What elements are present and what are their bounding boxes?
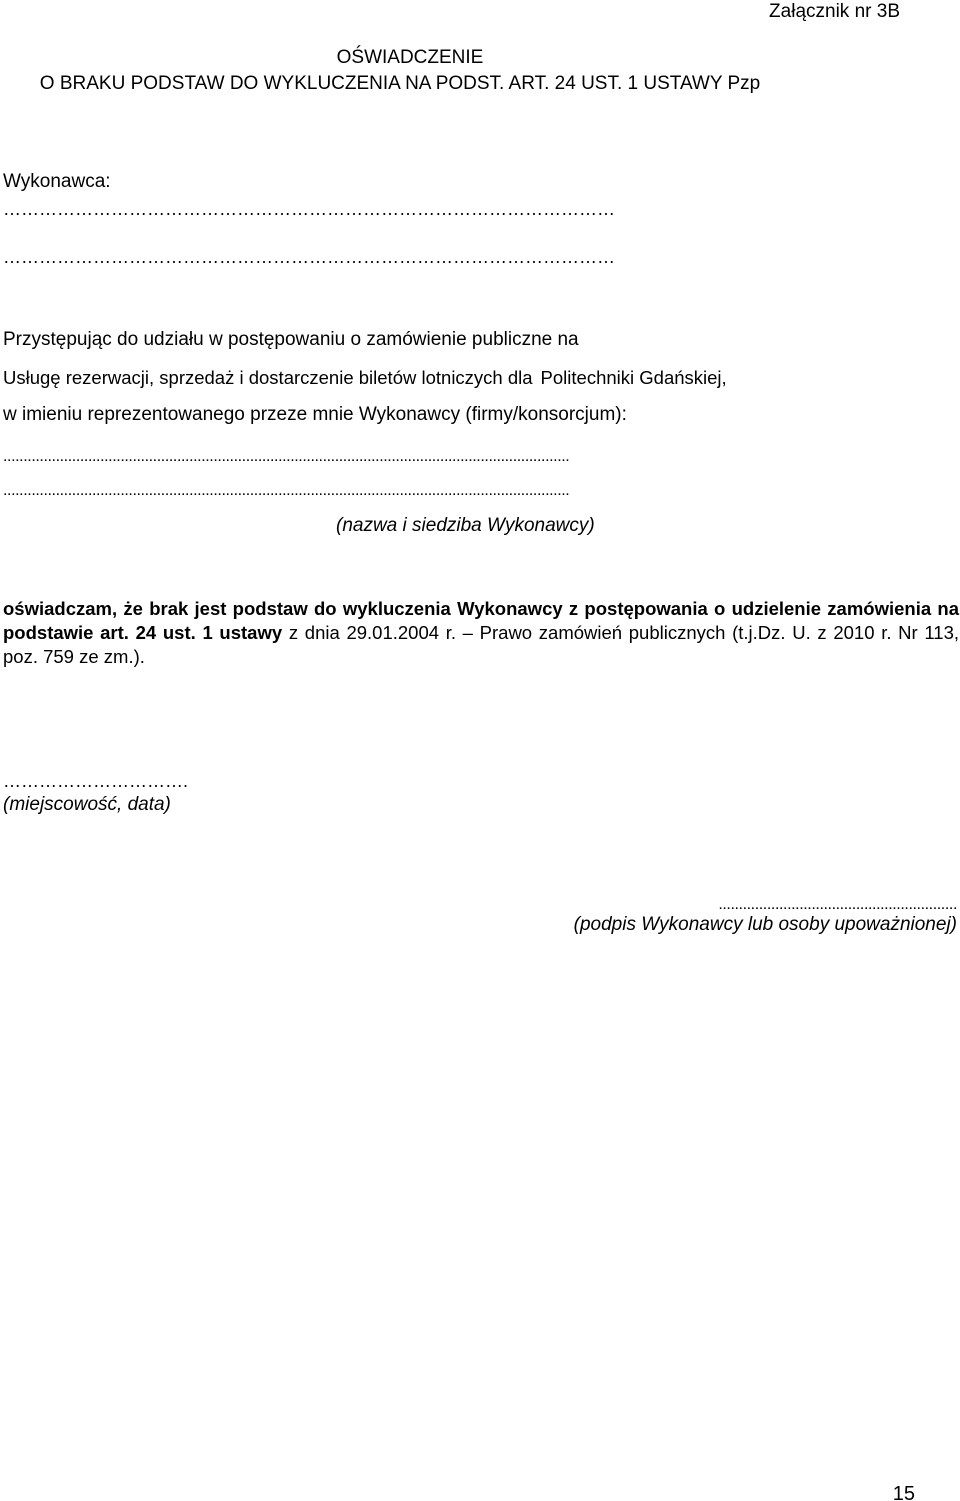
name-caption: (nazwa i siedziba Wykonawcy) bbox=[336, 515, 595, 536]
contractor-dots-line-1: ………………………………………………………………………………………… bbox=[3, 199, 615, 219]
subject-part-2: Politechniki Gdańskiej, bbox=[540, 367, 727, 388]
behalf-text: w imieniu reprezentowanego przeze mnie Wykonawcy (firmy/konsorcjum): bbox=[3, 404, 627, 425]
declaration-bold: oświadczam, że brak jest podstaw do wykluczenia Wykonawcy z postępowania o udzielenie zamówienia na podstawie art. 24 ust. 1 ustawy bbox=[3, 598, 959, 643]
place-date-dots: …………………………. bbox=[3, 771, 189, 791]
place-date-caption: (miejscowość, data) bbox=[3, 794, 171, 815]
procurement-subject bbox=[3, 366, 727, 389]
page-number: 15 bbox=[892, 1483, 915, 1501]
signature-caption: (podpis Wykonawcy lub osoby upoważnionej) bbox=[573, 914, 957, 935]
subject-part-1: Usługę rezerwacji, sprzedaż i dostarczenie biletów lotniczych dla bbox=[3, 367, 533, 388]
contractor-dots-line-2: ………………………………………………………………………………………… bbox=[3, 247, 615, 267]
declaration-normal: z dnia 29.01.2004 r. – Prawo zamówień publicznych (t.j.Dz. U. z 2010 r. Nr 113, poz. 759 ze zm.). bbox=[3, 622, 960, 667]
name-dots-line-1: ............................................................................................................................................ bbox=[3, 448, 570, 465]
document-title: OŚWIADCZENIE bbox=[336, 47, 484, 68]
annex-label: Załącznik nr 3B bbox=[769, 1, 900, 22]
declaration-paragraph bbox=[3, 597, 959, 669]
intro-text: Przystępując do udziału w postępowaniu o zamówienie publiczne na bbox=[3, 329, 579, 350]
contractor-label: Wykonawca: bbox=[3, 171, 111, 192]
name-dots-line-2: ............................................................................................................................................ bbox=[3, 482, 570, 499]
document-subtitle: O BRAKU PODSTAW DO WYKLUCZENIA NA PODST. ART. 24 UST. 1 USTAWY Pzp bbox=[39, 73, 761, 94]
signature-dots: ........................................................... bbox=[718, 896, 957, 913]
